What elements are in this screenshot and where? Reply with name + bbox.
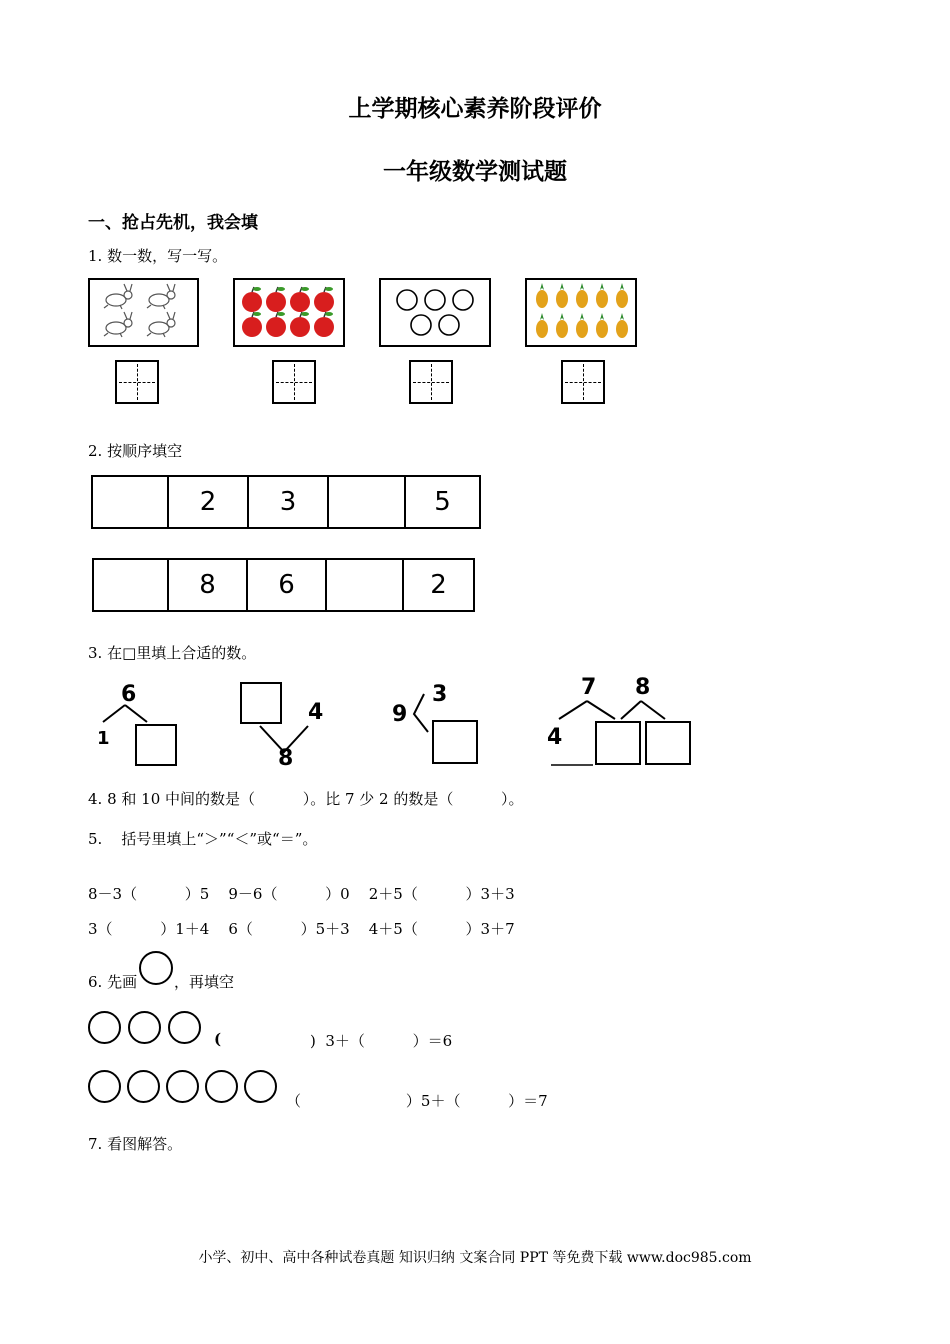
pineapple-picture: [527, 280, 635, 345]
number-split-diagram-2: [238, 680, 333, 772]
sequence-cell: 8: [167, 560, 246, 610]
circle-icon: [205, 1070, 238, 1103]
rabbit-picture: [90, 280, 197, 345]
blank-open: (: [214, 1030, 222, 1048]
question-6-prompt-tail: ，再填空: [174, 973, 235, 991]
question-3-prompt: 3. 在□里填上合适的数。: [88, 644, 257, 662]
number-split-diagram-4: [545, 675, 695, 770]
circle-icon: [127, 1070, 160, 1103]
page-footer: 小学、初中、高中各种试卷真题 知识归纳 文案合同 PPT 等免费下载 www.doc985.com: [198, 1250, 752, 1266]
sequence-row-2: [92, 558, 475, 612]
circle-picture-box: [379, 278, 491, 347]
circle-icon: [168, 1011, 201, 1044]
comparison-line-1: 8－3（ ）5 9－6（ ）0 2＋5（ ）3＋3: [88, 885, 515, 903]
question-6-prompt: 6. 先画: [88, 973, 138, 991]
page-subtitle: 一年级数学测试题: [383, 159, 567, 185]
split-number: 9: [392, 702, 408, 727]
circle-row-2: [88, 1070, 277, 1103]
split-number: 8: [278, 746, 294, 771]
fill-equation-2: （ ）5＋（ ）＝7: [286, 1092, 548, 1110]
split-number: 7: [581, 675, 597, 700]
sequence-cell: 2: [167, 477, 247, 527]
split-number: 1: [97, 728, 110, 749]
circle-icon: [244, 1070, 277, 1103]
comparison-line-2: 3（ ）1＋4 6（ ）5＋3 4＋5（ ）3＋7: [88, 920, 515, 938]
circle-icon: [88, 1070, 121, 1103]
answer-box[interactable]: [645, 721, 691, 765]
sequence-row-1: [91, 475, 481, 529]
answer-grid-box[interactable]: [272, 360, 316, 404]
apple-picture-box: [233, 278, 345, 347]
split-number: 3: [432, 682, 448, 707]
split-number: 6: [121, 682, 137, 707]
sequence-cell: 6: [246, 560, 325, 610]
section-heading: 一、抢占先机，我会填: [88, 213, 258, 233]
sequence-cell[interactable]: [325, 560, 402, 610]
sequence-cell: 2: [402, 560, 473, 610]
split-number: 4: [308, 700, 324, 725]
pineapple-picture-box: [525, 278, 637, 347]
answer-box[interactable]: [432, 720, 478, 764]
circle-row-1: [88, 1011, 201, 1044]
answer-grid-box[interactable]: [409, 360, 453, 404]
sequence-cell: 3: [247, 477, 327, 527]
sequence-cell[interactable]: [93, 477, 167, 527]
sequence-cell[interactable]: [327, 477, 404, 527]
answer-box[interactable]: [135, 724, 177, 766]
split-number: 8: [635, 675, 651, 700]
split-number: 4: [547, 725, 563, 750]
rabbit-picture-box: [88, 278, 199, 347]
answer-grid-box[interactable]: [561, 360, 605, 404]
apple-picture: [235, 280, 343, 345]
sequence-cell: 5: [404, 477, 479, 527]
circle-picture: [381, 280, 489, 345]
page-title: 上学期核心素养阶段评价: [348, 96, 602, 122]
fill-equation-1: ) 3＋（ ）＝6: [310, 1032, 453, 1050]
number-split-diagram-1: [95, 680, 185, 770]
circle-icon: [88, 1011, 121, 1044]
question-5-prompt: 5. 括号里填上“＞”“＜”或“＝”。: [88, 830, 318, 848]
question-7-prompt: 7. 看图解答。: [88, 1135, 183, 1153]
question-1-prompt: 1. 数一数，写一写。: [88, 247, 228, 265]
question-4-text: 4. 8 和 10 中间的数是（ ）。比 7 少 2 的数是（ ）。: [88, 790, 524, 808]
circle-icon: [166, 1070, 199, 1103]
circle-icon: [139, 951, 173, 985]
sequence-cell[interactable]: [94, 560, 167, 610]
question-2-prompt: 2. 按顺序填空: [88, 442, 183, 460]
answer-box[interactable]: [595, 721, 641, 765]
answer-grid-box[interactable]: [115, 360, 159, 404]
number-split-diagram-3: [390, 680, 485, 770]
circle-icon: [128, 1011, 161, 1044]
